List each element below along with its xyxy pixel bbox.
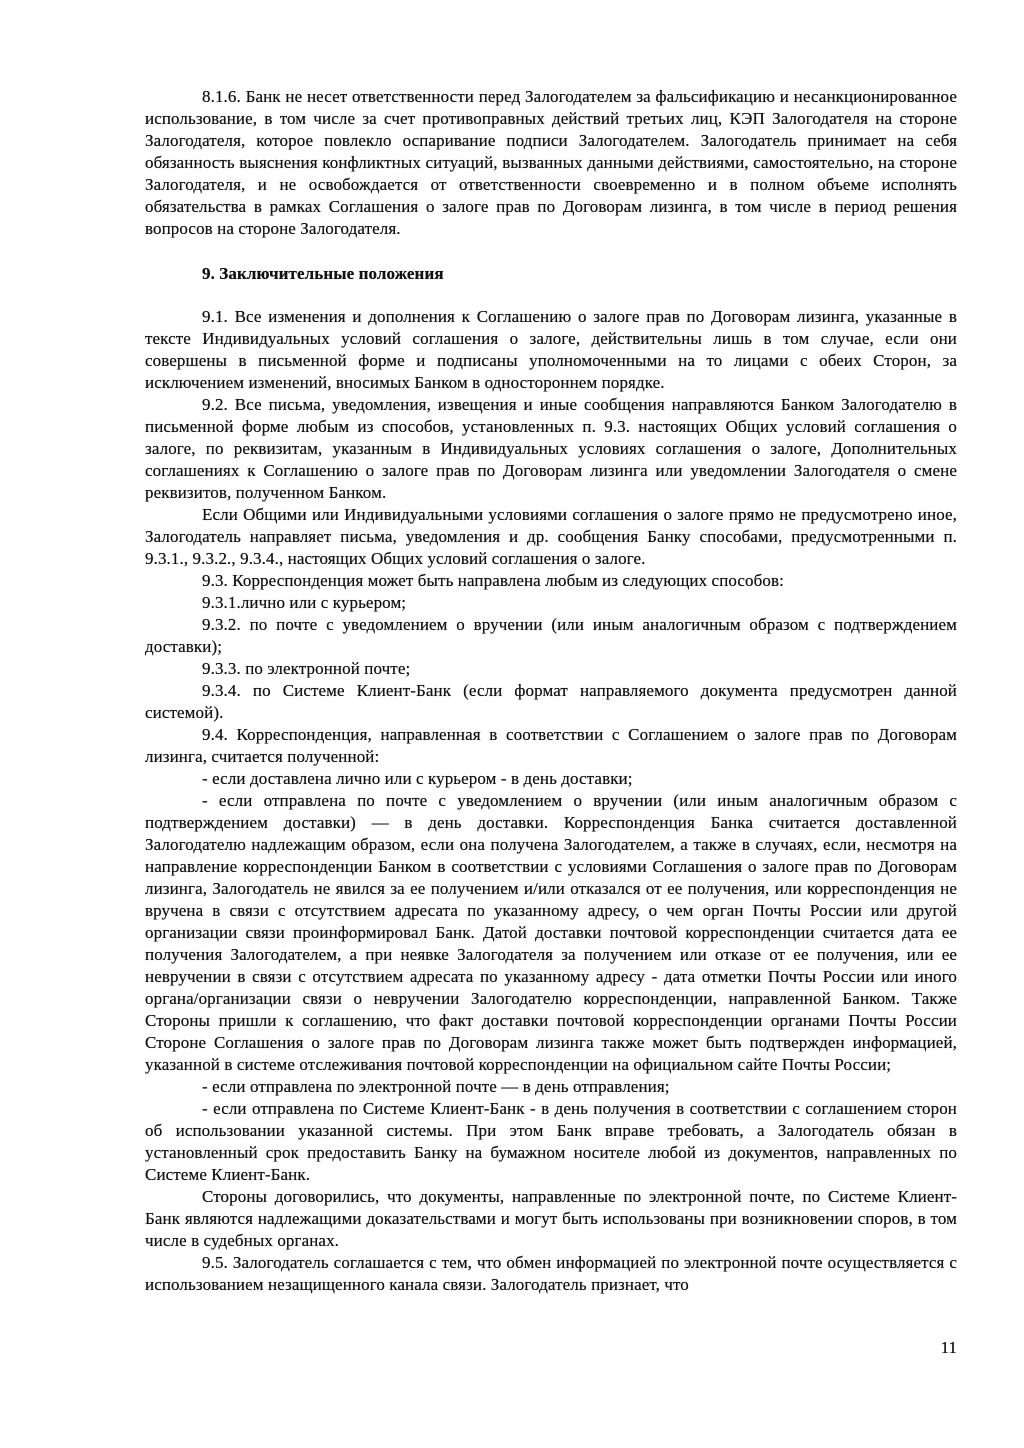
paragraph: 9.3.1.лично или с курьером;: [202, 593, 407, 612]
paragraph: - если отправлена по почте с уведомлением о вручении (или иным аналогичным образом с подтверждением доставки) — в день доставки. Корреспонденция Банка считается доставленной Залогодателю надлежащим образом, если она получена Залогодателем, а также в случаях, если, несмотря на направление корреспонденции Банком в соответствии с условиями Соглашения о залоге прав по Договорам лизинга, Залогодатель не явился за ее получением и/или отказался от ее получения, или корреспонденция не вручена в связи с отсутствием адресата по указанному адресу, о чем орган Почты России или другой организации связи проинформировал Банк. Датой доставки почтовой корреспонденции считается дата ее получения Залогодателем, а при неявке Залогодателя за получением или отказе от ее получения, или ее невручении в связи с отсутствием адресата по указанному адресу - дата отметки Почты России или иного органа/организации связи о невручении Залогодателю корреспонденции, направленной Банком. Также Стороны пришли к соглашению, что факт доставки почтовой корреспонденции органами Почты России Стороне Соглашения о залоге прав по Договорам лизинга также может быть подтвержден информацией, указанной в системе отслеживания почтовой корреспонденции на официальном сайте Почты России;: [145, 791, 957, 1074]
paragraph: - если отправлена по электронной почте — в день отправления;: [202, 1077, 670, 1096]
section-heading: 9. Заключительные положения: [202, 264, 444, 283]
paragraph: - если доставлена лично или с курьером - в день доставки;: [202, 769, 633, 788]
document-body: [145, 86, 957, 1296]
page-number: 11: [940, 1338, 957, 1357]
paragraph: 9.5. Залогодатель соглашается с тем, что обмен информацией по электронной почте осуществляется с использованием незащищенного канала связи. Залогодатель признает, что: [145, 1253, 957, 1294]
paragraph: Стороны договорились, что документы, направленные по электронной почте, по Системе Клиент-Банк являются надлежащими доказательствами и могут быть использованы при возникновении споров, в том числе в судебных органах.: [145, 1187, 957, 1250]
paragraph: 9.4. Корреспонденция, направленная в соответствии с Соглашением о залоге прав по Договорам лизинга, считается полученной:: [145, 725, 957, 766]
paragraph: 8.1.6. Банк не несет ответственности перед Залогодателем за фальсификацию и несанкционированное использование, в том числе за счет противоправных действий третьих лиц, КЭП Залогодателя на стороне Залогодателя, которое повлекло оспаривание подписи Залогодателем. Залогодатель принимает на себя обязанность выяснения конфликтных ситуаций, вызванных данными действиями, самостоятельно, на стороне Залогодателя, и не освобождается от ответственности своевременно и в полном объеме исполнять обязательства в рамках Соглашения о залоге прав по Договорам лизинга, в том числе в период решения вопросов на стороне Залогодателя.: [145, 87, 957, 238]
paragraph: 9.3.4. по Системе Клиент-Банк (если формат направляемого документа предусмотрен данной системой).: [145, 681, 957, 722]
paragraph: Если Общими или Индивидуальными условиями соглашения о залоге прямо не предусмотрено иное, Залогодатель направляет письма, уведомления и др. сообщения Банку способами, предусмотренными п. 9.3.1., 9.3.2., 9.3.4., настоящих Общих условий соглашения о залоге.: [145, 505, 957, 568]
paragraph: - если отправлена по Системе Клиент-Банк - в день получения в соответствии с соглашением сторон об использовании указанной системы. При этом Банк вправе требовать, а Залогодатель обязан в установленный срок предоставить Банку на бумажном носителе любой из документов, направленных по Системе Клиент-Банк.: [145, 1099, 957, 1184]
paragraph: 9.3.2. по почте с уведомлением о вручении (или иным аналогичным образом с подтверждением доставки);: [145, 615, 957, 656]
paragraph: 9.2. Все письма, уведомления, извещения и иные сообщения направляются Банком Залогодателю в письменной форме любым из способов, установленных п. 9.3. настоящих Общих условий соглашения о залоге, по реквизитам, указанным в Индивидуальных условиях соглашения о залоге, Дополнительных соглашениях к Соглашению о залоге прав по Договорам лизинга или уведомлении Залогодателя о смене реквизитов, полученном Банком.: [145, 395, 957, 502]
paragraph: 9.3.3. по электронной почте;: [202, 659, 411, 678]
paragraph: 9.3. Корреспонденция может быть направлена любым из следующих способов:: [202, 571, 784, 590]
paragraph: 9.1. Все изменения и дополнения к Соглашению о залоге прав по Договорам лизинга, указанные в тексте Индивидуальных условий соглашения о залоге, действительны лишь в том случае, если они совершены в письменной форме и подписаны уполномоченными на то лицами с обеих Сторон, за исключением изменений, вносимых Банком в одностороннем порядке.: [145, 307, 957, 392]
